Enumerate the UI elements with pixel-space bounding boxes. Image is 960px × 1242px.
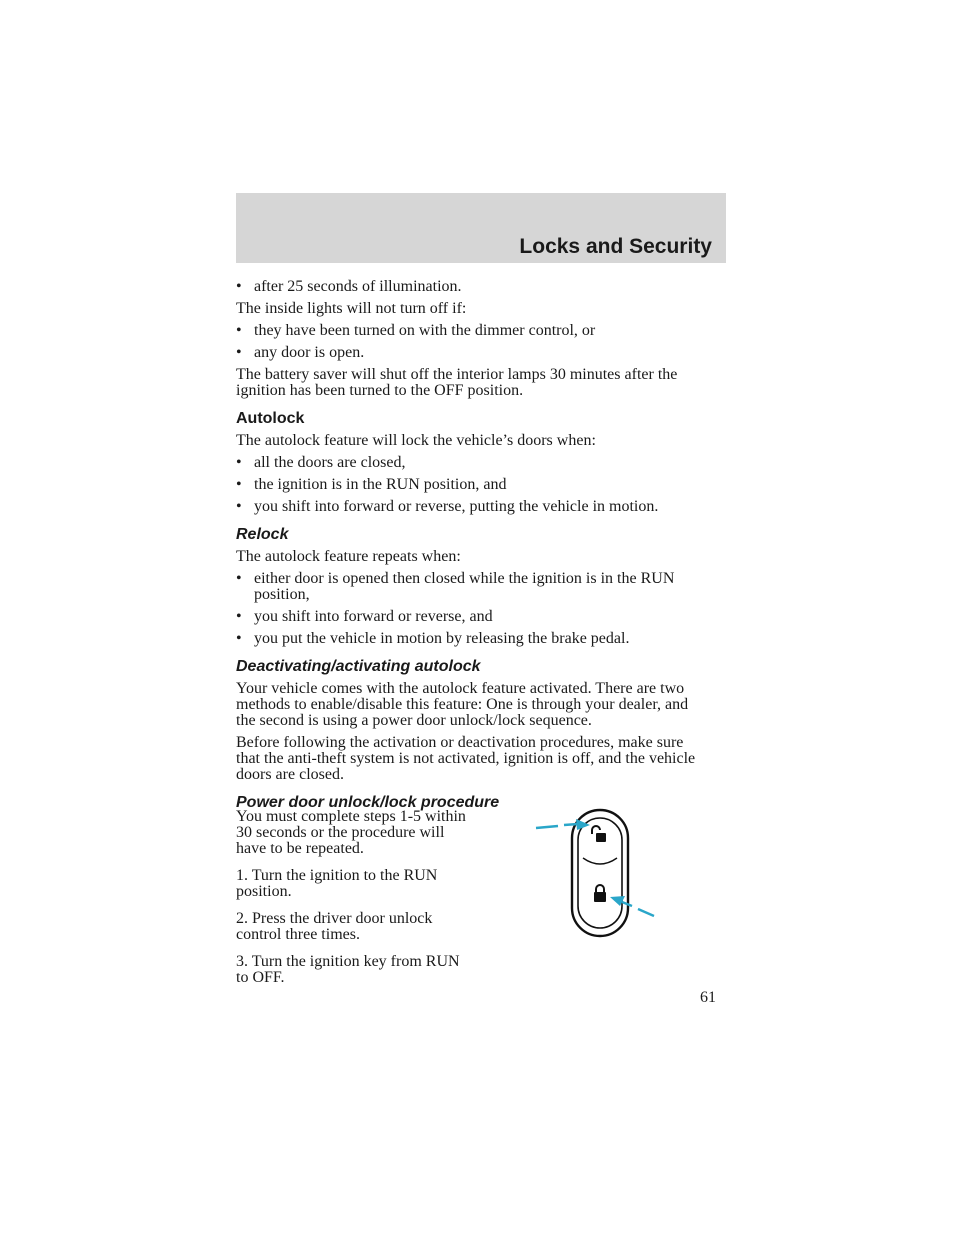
bullet-item: • you shift into forward or reverse, and	[236, 608, 493, 625]
section-title: Locks and Security	[519, 235, 712, 258]
paragraph: Before following the activation or deactivation procedures, make sure that the anti-theft system is not activated, ignition is off, and the vehicle doors are closed.	[236, 734, 696, 783]
paragraph: The inside lights will not turn off if:	[236, 300, 467, 317]
bullet-item: • any door is open.	[236, 344, 365, 361]
lock-arrow	[610, 896, 654, 916]
paragraph: The battery saver will shut off the interior lamps 30 minutes after the ignition has been turned to the OFF position.	[236, 366, 678, 399]
unlock-icon	[592, 826, 606, 842]
paragraph: The autolock feature will lock the vehicle’s doors when:	[236, 432, 596, 449]
procedure-intro: You must complete steps 1-5 within 30 seconds or the procedure will have to be repeated.	[236, 808, 466, 857]
section-header	[236, 193, 726, 263]
bullet-item: • you put the vehicle in motion by releasing the brake pedal.	[236, 630, 630, 647]
bullet-item: • they have been turned on with the dimmer control, or	[236, 322, 596, 339]
door-lock-switch-diagram	[534, 808, 658, 940]
heading-relock: Relock	[236, 526, 289, 543]
body-text	[236, 279, 726, 811]
page-number: 61	[700, 989, 716, 1006]
paragraph: The autolock feature repeats when:	[236, 548, 461, 565]
lock-icon	[594, 885, 606, 902]
procedure-step: 1. Turn the ignition to the RUN position.	[236, 867, 438, 900]
bullet-item: • all the doors are closed,	[236, 454, 406, 471]
heading-deactivating: Deactivating/activating autolock	[236, 658, 481, 675]
paragraph: Your vehicle comes with the autolock feature activated. There are two methods to enable/disable this feature: One is through your dealer, and the second is using a power door unlock/lock sequence.	[236, 680, 689, 729]
procedure-step: 2. Press the driver door unlock control three times.	[236, 910, 433, 943]
procedure-step: 3. Turn the ignition key from RUN to OFF.	[236, 953, 460, 986]
bullet-item: • after 25 seconds of illumination.	[236, 278, 462, 295]
procedure-steps	[236, 809, 486, 986]
bullet-dot: •	[236, 278, 242, 295]
heading-autolock: Autolock	[236, 410, 305, 427]
heading-procedure: Power door unlock/lock procedure	[236, 794, 500, 811]
bullet-item: • you shift into forward or reverse, putting the vehicle in motion.	[236, 498, 659, 515]
rocker-divider	[583, 858, 617, 864]
bullet-item: • either door is opened then closed while the ignition is in the RUN position,	[236, 570, 675, 603]
bullet-item: • the ignition is in the RUN position, and	[236, 476, 507, 493]
